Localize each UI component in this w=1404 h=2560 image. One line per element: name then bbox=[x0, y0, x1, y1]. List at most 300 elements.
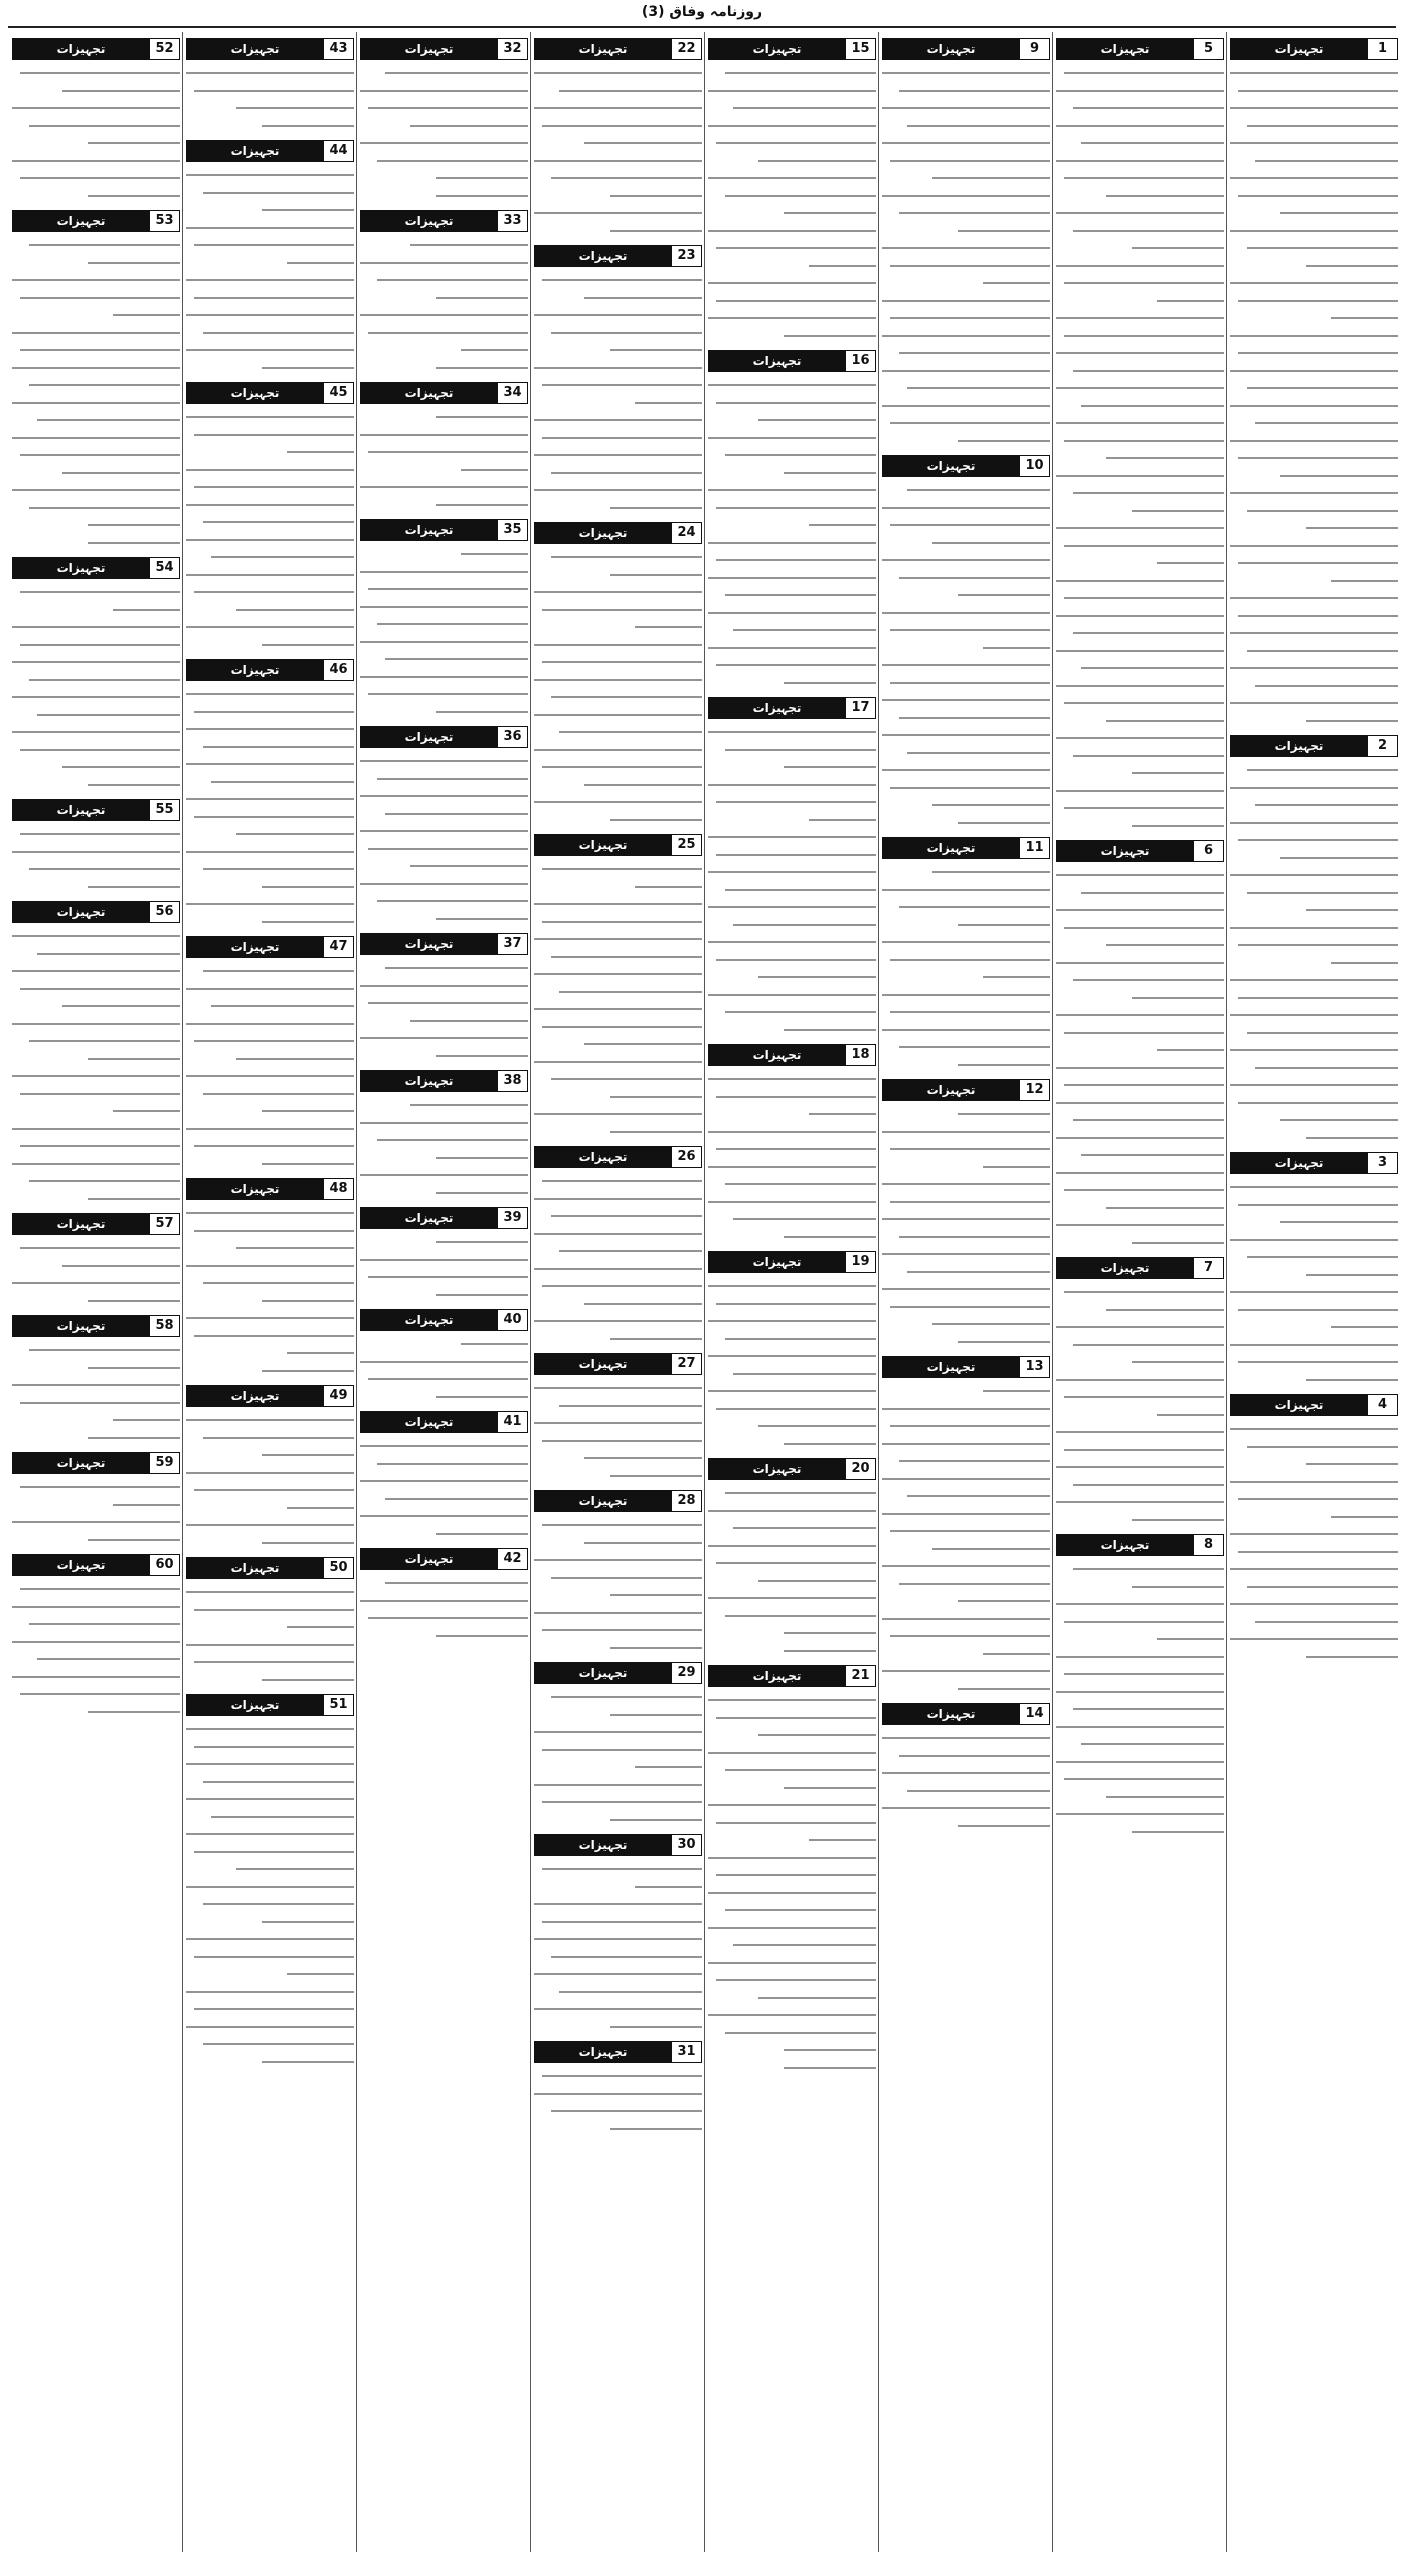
text-line bbox=[1230, 1508, 1398, 1526]
text-line bbox=[186, 1446, 354, 1464]
text-line bbox=[1056, 292, 1224, 310]
text-line bbox=[12, 860, 180, 878]
text-line bbox=[186, 878, 354, 896]
text-line bbox=[1056, 799, 1224, 817]
text-line bbox=[882, 916, 1050, 934]
text-line bbox=[186, 201, 354, 219]
text-line bbox=[186, 1204, 354, 1222]
item-text-block bbox=[12, 1341, 180, 1446]
text-line bbox=[1230, 537, 1398, 555]
item-number: 16 bbox=[845, 351, 875, 371]
text-line bbox=[882, 1228, 1050, 1246]
item-heading bbox=[882, 1079, 1050, 1101]
text-line bbox=[1230, 64, 1398, 82]
text-line bbox=[708, 1400, 876, 1418]
item-heading bbox=[534, 522, 702, 544]
item-label: تجہیزات bbox=[13, 800, 149, 820]
text-line bbox=[708, 621, 876, 639]
text-line bbox=[186, 1085, 354, 1103]
text-line bbox=[882, 534, 1050, 552]
item-number: 47 bbox=[323, 937, 353, 957]
text-line bbox=[186, 496, 354, 514]
item-text-block bbox=[12, 825, 180, 895]
text-line bbox=[1056, 1041, 1224, 1059]
text-line bbox=[708, 134, 876, 152]
text-line bbox=[12, 1703, 180, 1721]
text-line bbox=[360, 910, 528, 928]
text-line bbox=[1056, 884, 1224, 902]
text-line bbox=[534, 2067, 702, 2085]
text-line bbox=[12, 169, 180, 187]
text-line bbox=[186, 219, 354, 237]
text-line bbox=[534, 1295, 702, 1313]
text-line bbox=[708, 1484, 876, 1502]
text-line bbox=[1230, 117, 1398, 135]
text-line bbox=[708, 99, 876, 117]
item-heading bbox=[360, 382, 528, 404]
text-line bbox=[534, 1534, 702, 1552]
news-item bbox=[708, 1251, 876, 1452]
column-divider bbox=[530, 32, 531, 2552]
text-line bbox=[1230, 572, 1398, 590]
text-line bbox=[1230, 1336, 1398, 1354]
text-line bbox=[1230, 187, 1398, 205]
item-text-block bbox=[1230, 761, 1398, 1146]
text-line bbox=[12, 306, 180, 324]
text-line bbox=[534, 671, 702, 689]
text-line bbox=[882, 674, 1050, 692]
text-line bbox=[708, 1277, 876, 1295]
text-line bbox=[186, 997, 354, 1015]
text-line bbox=[534, 394, 702, 412]
text-line bbox=[1056, 1665, 1224, 1683]
text-line bbox=[1056, 901, 1224, 919]
column-divider bbox=[704, 32, 705, 2552]
text-line bbox=[186, 1913, 354, 1931]
text-line bbox=[882, 152, 1050, 170]
item-label: تجہیزات bbox=[883, 456, 1019, 476]
text-line bbox=[360, 959, 528, 977]
text-line bbox=[882, 1435, 1050, 1453]
text-line bbox=[12, 776, 180, 794]
text-line bbox=[186, 1755, 354, 1773]
text-line bbox=[882, 1662, 1050, 1680]
text-line bbox=[186, 1790, 354, 1808]
text-line bbox=[534, 324, 702, 342]
text-line bbox=[360, 289, 528, 307]
text-line bbox=[1230, 1024, 1398, 1042]
text-line bbox=[882, 82, 1050, 100]
text-line bbox=[882, 1123, 1050, 1141]
news-item bbox=[12, 1315, 180, 1446]
text-line bbox=[708, 376, 876, 394]
text-line bbox=[360, 685, 528, 703]
page-title: روزنامہ وفاق (3) bbox=[641, 4, 763, 20]
text-line bbox=[1056, 747, 1224, 765]
text-line bbox=[882, 1470, 1050, 1488]
text-line bbox=[534, 152, 702, 170]
item-text-block bbox=[12, 583, 180, 793]
item-number: 29 bbox=[671, 1663, 701, 1683]
text-line bbox=[882, 1417, 1050, 1435]
text-line bbox=[1056, 1388, 1224, 1406]
item-number: 1 bbox=[1367, 39, 1397, 59]
text-line bbox=[882, 327, 1050, 345]
text-line bbox=[882, 414, 1050, 432]
text-line bbox=[186, 341, 354, 359]
item-number: 43 bbox=[323, 39, 353, 59]
news-column bbox=[360, 32, 528, 2552]
text-line bbox=[186, 790, 354, 808]
header-divider bbox=[8, 26, 1396, 28]
text-line bbox=[534, 1551, 702, 1569]
item-text-block bbox=[534, 1516, 702, 1656]
text-line bbox=[882, 1382, 1050, 1400]
item-label: تجہیزات bbox=[709, 39, 845, 59]
text-line bbox=[882, 604, 1050, 622]
item-label: تجہیزات bbox=[1231, 1153, 1367, 1173]
text-line bbox=[882, 691, 1050, 709]
text-line bbox=[1056, 1493, 1224, 1511]
item-label: تجہیزات bbox=[187, 383, 323, 403]
text-line bbox=[12, 1633, 180, 1651]
text-line bbox=[12, 980, 180, 998]
text-line bbox=[534, 583, 702, 601]
news-item bbox=[186, 1694, 354, 2070]
text-line bbox=[1230, 1353, 1398, 1371]
text-line bbox=[186, 2035, 354, 2053]
text-line bbox=[1056, 1234, 1224, 1252]
text-line bbox=[534, 187, 702, 205]
text-line bbox=[1230, 1196, 1398, 1214]
text-line bbox=[12, 1359, 180, 1377]
item-number: 31 bbox=[671, 2042, 701, 2062]
text-line bbox=[882, 1280, 1050, 1298]
text-line bbox=[1056, 1024, 1224, 1042]
item-text-block bbox=[360, 1574, 528, 1644]
text-line bbox=[186, 1948, 354, 1966]
item-heading bbox=[1056, 38, 1224, 60]
text-line bbox=[360, 1592, 528, 1610]
news-column bbox=[12, 32, 180, 2552]
text-line bbox=[186, 1222, 354, 1240]
text-line bbox=[882, 344, 1050, 362]
text-line bbox=[708, 2041, 876, 2059]
item-text-block bbox=[1056, 64, 1224, 834]
text-line bbox=[360, 580, 528, 598]
item-heading bbox=[186, 1178, 354, 1200]
text-line bbox=[360, 994, 528, 1012]
text-line bbox=[1056, 1788, 1224, 1806]
text-line bbox=[534, 1123, 702, 1141]
text-line bbox=[882, 1782, 1050, 1800]
item-text-block bbox=[708, 1691, 876, 2076]
item-heading bbox=[360, 519, 528, 541]
item-text-block bbox=[186, 1720, 354, 2070]
text-line bbox=[534, 1706, 702, 1724]
text-line bbox=[360, 1012, 528, 1030]
text-line bbox=[12, 64, 180, 82]
text-line bbox=[534, 2018, 702, 2036]
text-line bbox=[360, 169, 528, 187]
item-heading bbox=[12, 799, 180, 821]
text-line bbox=[708, 82, 876, 100]
text-line bbox=[12, 289, 180, 307]
text-line bbox=[186, 1516, 354, 1534]
text-line bbox=[534, 99, 702, 117]
text-line bbox=[186, 1499, 354, 1517]
item-number: 3 bbox=[1367, 1153, 1397, 1173]
text-line bbox=[1056, 817, 1224, 835]
column-divider bbox=[878, 32, 879, 2552]
text-line bbox=[708, 586, 876, 604]
item-heading bbox=[186, 140, 354, 162]
item-heading bbox=[534, 38, 702, 60]
text-line bbox=[12, 152, 180, 170]
text-line bbox=[708, 898, 876, 916]
text-line bbox=[12, 1376, 180, 1394]
text-line bbox=[1230, 1455, 1398, 1473]
item-heading bbox=[12, 1452, 180, 1474]
item-label: تجہیزات bbox=[535, 1491, 671, 1511]
text-line bbox=[708, 569, 876, 587]
item-label: تجہیزات bbox=[1057, 1535, 1193, 1555]
item-number: 42 bbox=[497, 1549, 527, 1569]
text-line bbox=[1230, 519, 1398, 537]
item-number: 22 bbox=[671, 39, 701, 59]
text-line bbox=[534, 2120, 702, 2138]
text-line bbox=[1230, 1231, 1398, 1249]
text-line bbox=[1056, 554, 1224, 572]
item-text-block bbox=[534, 860, 702, 1140]
text-line bbox=[12, 1190, 180, 1208]
item-number: 18 bbox=[845, 1045, 875, 1065]
text-line bbox=[1056, 134, 1224, 152]
item-number: 2 bbox=[1367, 736, 1397, 756]
text-line bbox=[1056, 729, 1224, 747]
item-number: 14 bbox=[1019, 1704, 1049, 1724]
text-line bbox=[360, 633, 528, 651]
text-line bbox=[186, 359, 354, 377]
text-line bbox=[12, 1274, 180, 1292]
text-line bbox=[534, 464, 702, 482]
text-line bbox=[186, 1618, 354, 1636]
item-number: 12 bbox=[1019, 1080, 1049, 1100]
text-line bbox=[708, 481, 876, 499]
text-line bbox=[534, 117, 702, 135]
item-number: 11 bbox=[1019, 838, 1049, 858]
text-line bbox=[186, 618, 354, 636]
text-line bbox=[534, 134, 702, 152]
item-text-block bbox=[534, 1688, 702, 1828]
item-label: تجہیزات bbox=[187, 1386, 323, 1406]
item-label: تجہیزات bbox=[187, 1695, 323, 1715]
text-line bbox=[12, 1032, 180, 1050]
text-line bbox=[186, 1032, 354, 1050]
news-item bbox=[360, 210, 528, 376]
news-item bbox=[882, 837, 1050, 1073]
text-line bbox=[534, 566, 702, 584]
text-line bbox=[12, 1239, 180, 1257]
text-line bbox=[186, 1601, 354, 1619]
text-line bbox=[882, 863, 1050, 881]
item-label: تجہیزات bbox=[535, 523, 671, 543]
text-line bbox=[1056, 1076, 1224, 1094]
text-line bbox=[186, 583, 354, 601]
item-number: 59 bbox=[149, 1453, 179, 1473]
text-line bbox=[12, 706, 180, 724]
text-line bbox=[1056, 1283, 1224, 1301]
text-line bbox=[708, 951, 876, 969]
item-heading bbox=[360, 210, 528, 232]
text-line bbox=[360, 1335, 528, 1353]
text-line bbox=[708, 828, 876, 846]
text-line bbox=[12, 843, 180, 861]
text-line bbox=[360, 563, 528, 581]
item-heading bbox=[534, 1353, 702, 1375]
text-line bbox=[708, 723, 876, 741]
text-line bbox=[186, 1583, 354, 1601]
text-line bbox=[1056, 1560, 1224, 1578]
news-item bbox=[708, 1458, 876, 1659]
item-label: تجہیزات bbox=[361, 1208, 497, 1228]
text-line bbox=[708, 394, 876, 412]
item-label: تجہیزات bbox=[883, 1357, 1019, 1377]
item-label: تجہیزات bbox=[187, 141, 323, 161]
text-line bbox=[708, 411, 876, 429]
item-number: 52 bbox=[149, 39, 179, 59]
item-number: 57 bbox=[149, 1214, 179, 1234]
text-line bbox=[186, 1671, 354, 1689]
item-label: تجہیزات bbox=[535, 835, 671, 855]
text-line bbox=[1056, 1371, 1224, 1389]
text-line bbox=[12, 688, 180, 706]
text-line bbox=[12, 236, 180, 254]
news-item bbox=[534, 1662, 702, 1828]
item-text-block bbox=[534, 1860, 702, 2035]
text-line bbox=[1230, 866, 1398, 884]
text-line bbox=[534, 1070, 702, 1088]
text-line bbox=[708, 1140, 876, 1158]
text-line bbox=[708, 1330, 876, 1348]
text-line bbox=[12, 997, 180, 1015]
text-line bbox=[186, 1327, 354, 1345]
item-text-block bbox=[186, 685, 354, 930]
text-line bbox=[1056, 1476, 1224, 1494]
item-text-block bbox=[708, 1277, 876, 1452]
news-item bbox=[708, 1044, 876, 1245]
news-column bbox=[1230, 32, 1398, 2552]
text-line bbox=[1230, 971, 1398, 989]
text-line bbox=[360, 1353, 528, 1371]
text-line bbox=[1230, 222, 1398, 240]
text-line bbox=[708, 274, 876, 292]
item-heading bbox=[708, 1251, 876, 1273]
text-line bbox=[12, 359, 180, 377]
item-heading bbox=[12, 1315, 180, 1337]
text-line bbox=[186, 408, 354, 426]
item-heading bbox=[1230, 1394, 1398, 1416]
text-line bbox=[708, 257, 876, 275]
text-line bbox=[882, 99, 1050, 117]
text-line bbox=[534, 930, 702, 948]
text-line bbox=[360, 134, 528, 152]
text-line bbox=[1056, 1648, 1224, 1666]
text-line bbox=[1230, 327, 1398, 345]
item-number: 35 bbox=[497, 520, 527, 540]
text-line bbox=[708, 64, 876, 82]
text-line bbox=[882, 1021, 1050, 1039]
text-line bbox=[1230, 1420, 1398, 1438]
news-item bbox=[360, 1548, 528, 1644]
text-line bbox=[12, 99, 180, 117]
text-line bbox=[708, 1417, 876, 1435]
item-text-block bbox=[186, 1583, 354, 1688]
item-label: تجہیزات bbox=[361, 211, 497, 231]
text-line bbox=[882, 1175, 1050, 1193]
text-line bbox=[360, 478, 528, 496]
item-number: 6 bbox=[1193, 841, 1223, 861]
text-line bbox=[534, 618, 702, 636]
item-heading bbox=[1230, 1152, 1398, 1174]
item-number: 36 bbox=[497, 727, 527, 747]
text-line bbox=[708, 516, 876, 534]
item-number: 23 bbox=[671, 246, 701, 266]
text-line bbox=[12, 341, 180, 359]
item-label: تجہیزات bbox=[361, 39, 497, 59]
item-text-block bbox=[186, 166, 354, 376]
text-line bbox=[186, 1292, 354, 1310]
text-line bbox=[186, 443, 354, 461]
text-line bbox=[882, 1627, 1050, 1645]
item-label: تجہیزات bbox=[709, 1459, 845, 1479]
text-line bbox=[186, 1050, 354, 1068]
text-line bbox=[534, 983, 702, 1001]
item-number: 9 bbox=[1019, 39, 1049, 59]
item-heading bbox=[708, 697, 876, 719]
text-line bbox=[186, 531, 354, 549]
text-line bbox=[882, 397, 1050, 415]
text-line bbox=[708, 1347, 876, 1365]
item-number: 24 bbox=[671, 523, 701, 543]
text-line bbox=[1230, 1525, 1398, 1543]
text-line bbox=[708, 1295, 876, 1313]
item-number: 58 bbox=[149, 1316, 179, 1336]
text-line bbox=[12, 271, 180, 289]
text-line bbox=[186, 271, 354, 289]
text-line bbox=[534, 653, 702, 671]
text-line bbox=[12, 481, 180, 499]
item-number: 37 bbox=[497, 934, 527, 954]
text-line bbox=[1056, 1406, 1224, 1424]
text-line bbox=[360, 496, 528, 514]
text-line bbox=[534, 1895, 702, 1913]
text-line bbox=[708, 1726, 876, 1744]
text-line bbox=[1230, 1560, 1398, 1578]
item-text-block bbox=[1230, 1178, 1398, 1388]
text-line bbox=[534, 706, 702, 724]
text-line bbox=[882, 1747, 1050, 1765]
text-line bbox=[360, 1166, 528, 1184]
text-line bbox=[708, 1814, 876, 1832]
text-line bbox=[534, 601, 702, 619]
text-line bbox=[12, 534, 180, 552]
text-line bbox=[1230, 1111, 1398, 1129]
text-line bbox=[1230, 1266, 1398, 1284]
text-line bbox=[534, 1225, 702, 1243]
text-line bbox=[186, 1309, 354, 1327]
item-label: تجہیزات bbox=[361, 727, 497, 747]
